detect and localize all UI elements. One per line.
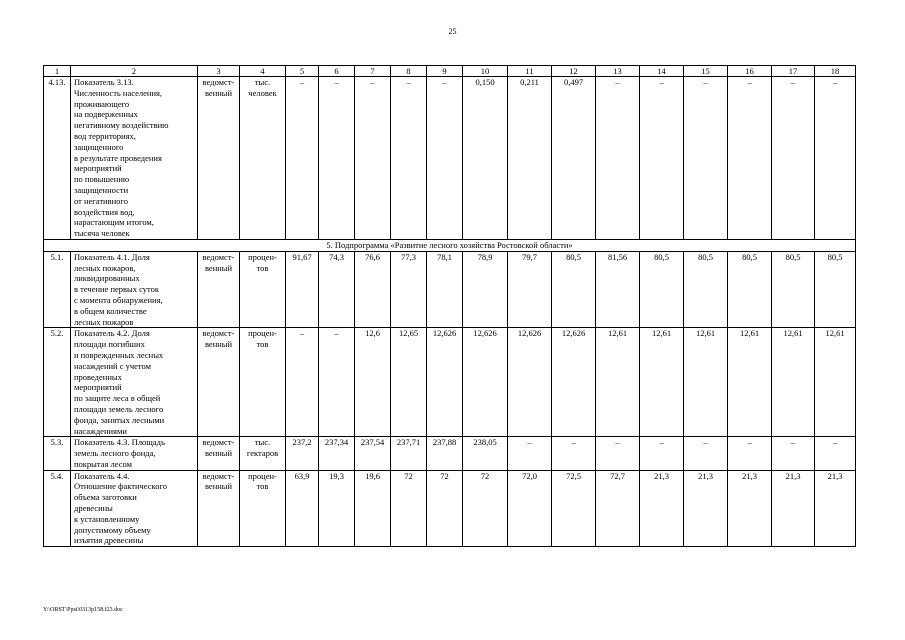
text-line: ведомст- [202, 470, 235, 481]
value-cell: 72 [463, 470, 508, 547]
value-cell: – [815, 437, 856, 470]
text-line: от негативного [74, 195, 128, 206]
column-header-5: 5 [286, 66, 319, 77]
value-cell: 12,65 [391, 328, 427, 437]
text-line: процен- [248, 251, 277, 262]
value-cell: 78,1 [427, 251, 463, 328]
column-header-8: 8 [391, 66, 427, 77]
unit-of-measure [240, 328, 286, 437]
value-cell: 91,67 [286, 251, 319, 328]
text-line: с момента обнаружения, [74, 294, 163, 305]
value-cell: 72 [427, 470, 463, 547]
table-row [44, 437, 856, 470]
value-cell: 80,5 [815, 251, 856, 328]
column-header-7: 7 [355, 66, 391, 77]
value-cell: – [286, 77, 319, 240]
value-cell: 72,7 [596, 470, 640, 547]
text-line: ведомст- [202, 251, 235, 262]
column-header-1: 1 [44, 66, 71, 77]
value-cell: 12,61 [640, 328, 684, 437]
value-cell: 80,5 [728, 251, 772, 328]
column-header-9: 9 [427, 66, 463, 77]
text-line: на подверженных [74, 109, 138, 120]
value-cell: 80,5 [772, 251, 815, 328]
value-cell: 238,05 [463, 437, 508, 470]
value-cell: 78,9 [463, 251, 508, 328]
text-line: защищенного [74, 141, 124, 152]
text-line: в течение первых суток [74, 284, 160, 295]
text-line: лесных пожаров [74, 316, 134, 327]
text-line: изъятия древесины [74, 535, 144, 546]
text-line: проведенных [74, 371, 122, 382]
value-cell: – [286, 328, 319, 437]
column-header-3: 3 [198, 66, 240, 77]
text-line: венный [204, 262, 233, 273]
value-cell: 12,61 [596, 328, 640, 437]
value-cell: 74,3 [319, 251, 355, 328]
column-header-13: 13 [596, 66, 640, 77]
text-line: тов [256, 481, 269, 492]
text-line: Отношение фактического [74, 481, 168, 492]
column-header-4: 4 [240, 66, 286, 77]
value-cell: – [728, 437, 772, 470]
value-cell: 12,61 [815, 328, 856, 437]
value-cell: 76,6 [355, 251, 391, 328]
text-line: объема заготовки [74, 492, 137, 503]
indicator-type [198, 328, 240, 437]
value-cell: – [552, 437, 596, 470]
unit-of-measure [240, 77, 286, 240]
value-cell: 12,626 [463, 328, 508, 437]
indicator-name [71, 77, 198, 240]
text-line: человек [248, 87, 277, 98]
text-line: венный [204, 339, 233, 350]
value-cell: – [596, 77, 640, 240]
text-line: венный [204, 87, 233, 98]
text-line: негативному воздействию [74, 120, 169, 131]
value-cell: – [427, 77, 463, 240]
column-header-14: 14 [640, 66, 684, 77]
row-number: 5.4. [44, 470, 71, 547]
column-header-18: 18 [815, 66, 856, 77]
text-line: венный [204, 448, 233, 459]
value-cell: 12,626 [552, 328, 596, 437]
value-cell: 80,5 [684, 251, 728, 328]
row-number: 5.1. [44, 251, 71, 328]
value-cell: – [640, 77, 684, 240]
value-cell: – [355, 77, 391, 240]
text-line: проживающего [74, 98, 130, 109]
row-number: 5.2. [44, 328, 71, 437]
value-cell: 80,5 [552, 251, 596, 328]
value-cell: – [508, 437, 552, 470]
indicator-type [198, 437, 240, 470]
value-cell: – [319, 77, 355, 240]
text-line: древесины [74, 503, 113, 514]
value-cell: – [391, 77, 427, 240]
value-cell: 237,2 [286, 437, 319, 470]
value-cell: – [596, 437, 640, 470]
value-cell: 19,6 [355, 470, 391, 547]
column-header-15: 15 [684, 66, 728, 77]
text-line: Численность населения, [74, 87, 163, 98]
text-line: процен- [248, 470, 277, 481]
text-line: фонда, занятых лесными [74, 414, 165, 425]
table-row [44, 77, 856, 240]
subprogram-title: 5. Подпрограмма «Развитие лесного хозяйства Ростовской области» [44, 239, 856, 251]
indicator-type [198, 251, 240, 328]
value-cell: – [728, 77, 772, 240]
text-line: Показатель 4.4. [74, 470, 130, 481]
text-line: ведомст- [202, 437, 235, 448]
text-line: тыс. [254, 77, 271, 87]
text-line: Показатель 4.3. Площадь [74, 437, 165, 448]
column-number-row [44, 66, 856, 77]
value-cell: 237,71 [391, 437, 427, 470]
column-header-11: 11 [508, 66, 552, 77]
value-cell: – [815, 77, 856, 240]
text-line: ведомст- [202, 328, 235, 339]
indicator-type [198, 470, 240, 547]
value-cell: 237,54 [355, 437, 391, 470]
unit-of-measure [240, 251, 286, 328]
text-line: нарастающим итогом, [74, 217, 154, 228]
column-header-17: 17 [772, 66, 815, 77]
text-line: насаждениями [74, 425, 127, 436]
indicator-name [71, 470, 198, 547]
text-line: Показатель 3.13. [74, 77, 134, 87]
text-line: тыс. [254, 437, 271, 448]
text-line: тов [256, 262, 269, 273]
value-cell: 12,61 [684, 328, 728, 437]
value-cell: – [684, 437, 728, 470]
text-line: гектаров [246, 448, 279, 459]
text-line: ликвидированных [74, 273, 140, 284]
value-cell: 237,34 [319, 437, 355, 470]
row-number: 4.13. [44, 77, 71, 240]
value-cell: – [772, 77, 815, 240]
value-cell: 80,5 [640, 251, 684, 328]
text-line: защищенности [74, 184, 129, 195]
value-cell: 21,3 [728, 470, 772, 547]
table-row [44, 251, 856, 328]
indicators-table [43, 65, 856, 547]
value-cell: – [640, 437, 684, 470]
column-header-12: 12 [552, 66, 596, 77]
row-number: 5.3. [44, 437, 71, 470]
value-cell: – [684, 77, 728, 240]
value-cell: 21,3 [640, 470, 684, 547]
text-line: мероприятий [74, 163, 122, 174]
value-cell: – [319, 328, 355, 437]
text-line: площади земель лесного [74, 403, 164, 414]
text-line: покрытая лесом [74, 458, 132, 469]
column-header-10: 10 [463, 66, 508, 77]
indicator-name [71, 251, 198, 328]
table-row [44, 328, 856, 437]
value-cell: 72,0 [508, 470, 552, 547]
column-header-16: 16 [728, 66, 772, 77]
value-cell: 72 [391, 470, 427, 547]
text-line: в общем количестве [74, 305, 147, 316]
page-number: 25 [448, 27, 457, 36]
text-line: и поврежденных лесных [74, 349, 164, 360]
text-line: Показатель 4.1. Доля [74, 251, 150, 262]
value-cell: 0,497 [552, 77, 596, 240]
table-row [44, 470, 856, 547]
text-line: по защите леса в общей [74, 393, 161, 404]
text-line: тов [256, 339, 269, 350]
value-cell: 0,211 [508, 77, 552, 240]
indicator-name [71, 437, 198, 470]
value-cell: 21,3 [815, 470, 856, 547]
text-line: ведомст- [202, 77, 235, 87]
value-cell: 12,6 [355, 328, 391, 437]
text-line: насаждений с учетом [74, 360, 151, 371]
text-line: земель лесного фонда, [74, 448, 156, 459]
text-line: допустимому объему [74, 524, 151, 535]
value-cell: 19,3 [319, 470, 355, 547]
indicator-type [198, 77, 240, 240]
file-path-footer: Y:\ORST\Ppsi\0313p158.f23.doc [43, 607, 123, 613]
text-line: к установленному [74, 513, 140, 524]
value-cell: 21,3 [684, 470, 728, 547]
text-line: венный [204, 481, 233, 492]
value-cell: 12,626 [508, 328, 552, 437]
text-line: вод территориях, [74, 130, 136, 141]
value-cell: 77,3 [391, 251, 427, 328]
value-cell: 81,56 [596, 251, 640, 328]
text-line: мероприятий [74, 382, 122, 393]
text-line: тысяча человек [74, 228, 130, 239]
unit-of-measure [240, 437, 286, 470]
value-cell: 0,150 [463, 77, 508, 240]
unit-of-measure [240, 470, 286, 547]
indicator-name [71, 328, 198, 437]
text-line: площади погибших [74, 339, 145, 350]
value-cell: 21,3 [772, 470, 815, 547]
value-cell: 79,7 [508, 251, 552, 328]
value-cell: 12,61 [772, 328, 815, 437]
column-header-2: 2 [71, 66, 198, 77]
column-header-6: 6 [319, 66, 355, 77]
text-line: процен- [248, 328, 277, 339]
text-line: Показатель 4.2. Доля [74, 328, 150, 339]
value-cell: 12,61 [728, 328, 772, 437]
text-line: лесных пожаров, [74, 262, 136, 273]
text-line: в результате проведения [74, 152, 162, 163]
value-cell: 12,626 [427, 328, 463, 437]
subprogram-row [44, 239, 856, 251]
value-cell: 237,88 [427, 437, 463, 470]
value-cell: 63,9 [286, 470, 319, 547]
value-cell: 72,5 [552, 470, 596, 547]
value-cell: – [772, 437, 815, 470]
text-line: по повышению [74, 174, 130, 185]
text-line: воздействия вод, [74, 206, 135, 217]
